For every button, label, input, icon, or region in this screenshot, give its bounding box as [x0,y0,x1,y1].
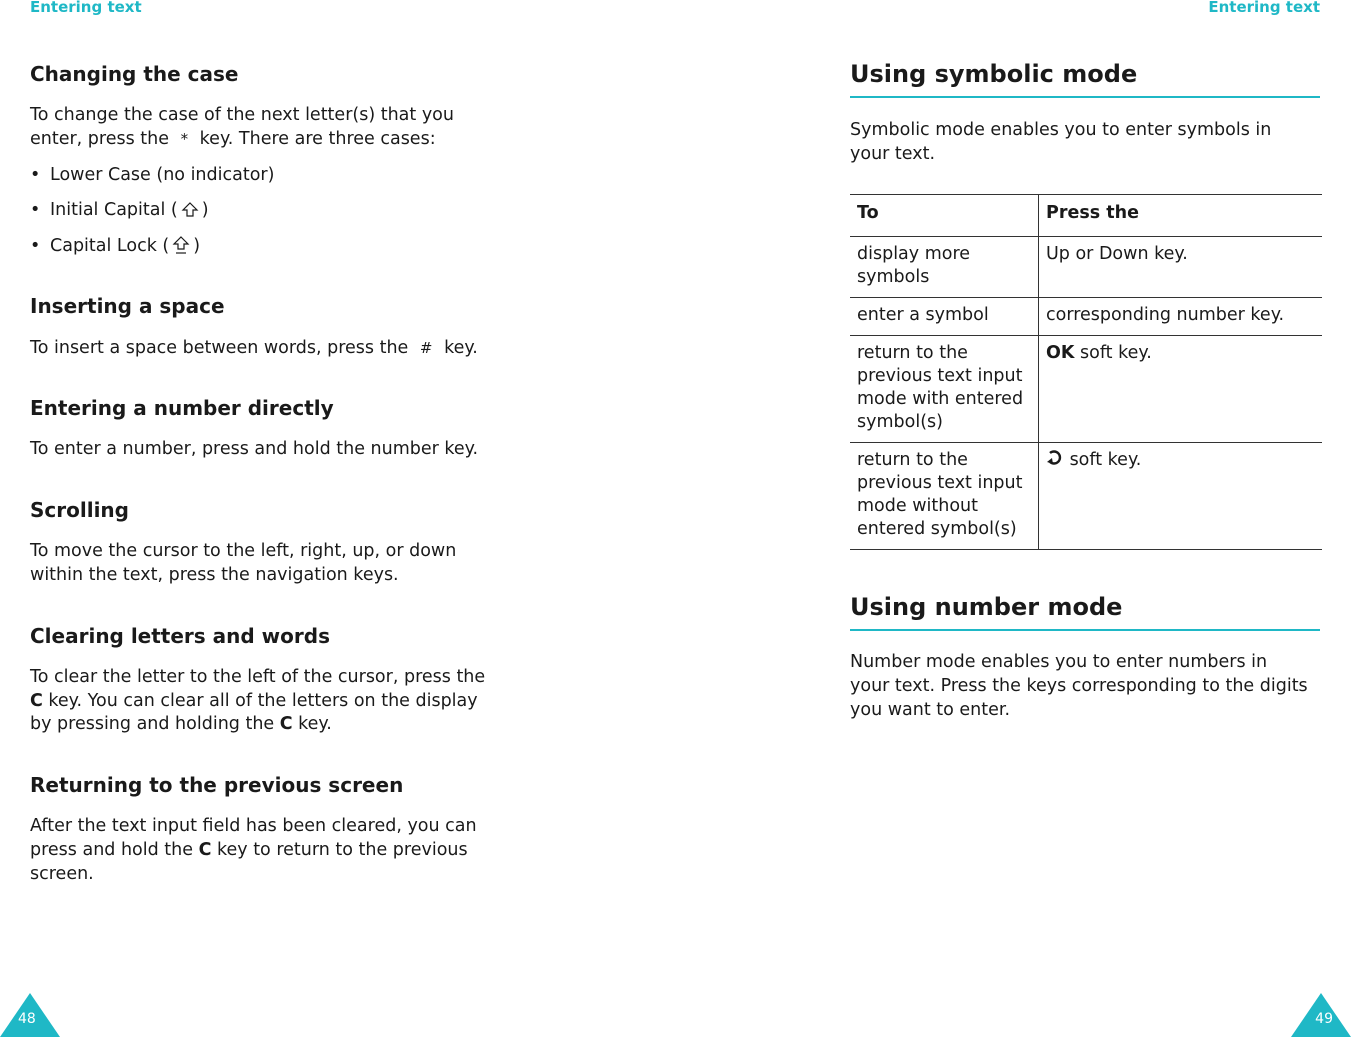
scrolling-text-2: within the text, press the navigation keys. [30,565,399,585]
table-cell: soft key. [1039,443,1323,550]
table-row [850,237,1322,298]
table-row [850,443,1322,550]
running-header: Entering text [30,0,142,16]
right-page [676,0,1351,1037]
back-arrow-icon [1046,449,1064,467]
running-header: Entering text [1208,0,1320,16]
clearing-text-2: C key. You can clear all of the letters on the display [30,691,478,711]
number-mode-text-3: you want to enter. [850,700,1011,720]
column-header-to: To [850,195,1039,237]
page-number: 49 [1315,1011,1333,1027]
table-cell: return to the previous text input mode without entered symbol(s) [850,443,1039,550]
symbolic-text-1: Symbolic mode enables you to enter symbols in [850,120,1272,140]
returning-text-2: press and hold the C key to return to the previous [30,840,468,860]
inserting-space-text: To insert a space between words, press the # key. [30,338,478,358]
table-cell: enter a symbol [850,298,1039,336]
section-title-scrolling: Scrolling [30,498,129,522]
list-item: • Initial Capital ( ) [30,200,209,220]
clearing-text-1: To clear the letter to the left of the cursor, press the [30,667,486,687]
changing-case-text-1: To change the case of the next letter(s) that you [30,105,454,125]
number-mode-text-2: your text. Press the keys corresponding to the digits [850,676,1308,696]
section-title-symbolic-mode: Using symbolic mode [850,60,1320,98]
list-item: • Capital Lock ( ) [30,236,201,256]
section-title-clearing: Clearing letters and words [30,624,330,648]
capital-lock-icon [170,235,192,257]
page-number: 48 [18,1011,36,1027]
section-title-returning: Returning to the previous screen [30,773,404,797]
returning-text-1: After the text input field has been cleared, you can [30,816,477,836]
table-row [850,298,1322,336]
section-title-number-mode: Using number mode [850,593,1320,631]
column-header-press: Press the [1039,195,1323,237]
entering-number-text: To enter a number, press and hold the number key. [30,439,479,459]
hash-key-icon: # [419,339,433,357]
table-cell: return to the previous text input mode with entered symbol(s) [850,336,1039,443]
table-cell: display more symbols [850,237,1039,298]
table-header-row [850,195,1322,237]
number-mode-text-1: Number mode enables you to enter numbers in [850,652,1268,672]
star-key-icon: * [180,130,189,148]
returning-text-3: screen. [30,864,94,884]
section-title-inserting-space: Inserting a space [30,294,225,318]
table-row [850,336,1322,443]
section-title-entering-number: Entering a number directly [30,396,334,420]
table-cell: Up or Down key. [1039,237,1323,298]
scrolling-text-1: To move the cursor to the left, right, up, or down [30,541,457,561]
section-title-changing-case: Changing the case [30,62,239,86]
symbol-mode-table [850,194,1322,550]
left-page [0,0,675,1037]
clearing-text-3: by pressing and holding the C key. [30,714,332,734]
changing-case-text-2: enter, press the * key. There are three cases: [30,129,436,149]
table-cell: corresponding number key. [1039,298,1323,336]
list-item: • Lower Case (no indicator) [30,165,275,185]
table-cell: OK soft key. [1039,336,1323,443]
initial-capital-icon [179,200,201,220]
symbolic-text-2: your text. [850,144,936,164]
